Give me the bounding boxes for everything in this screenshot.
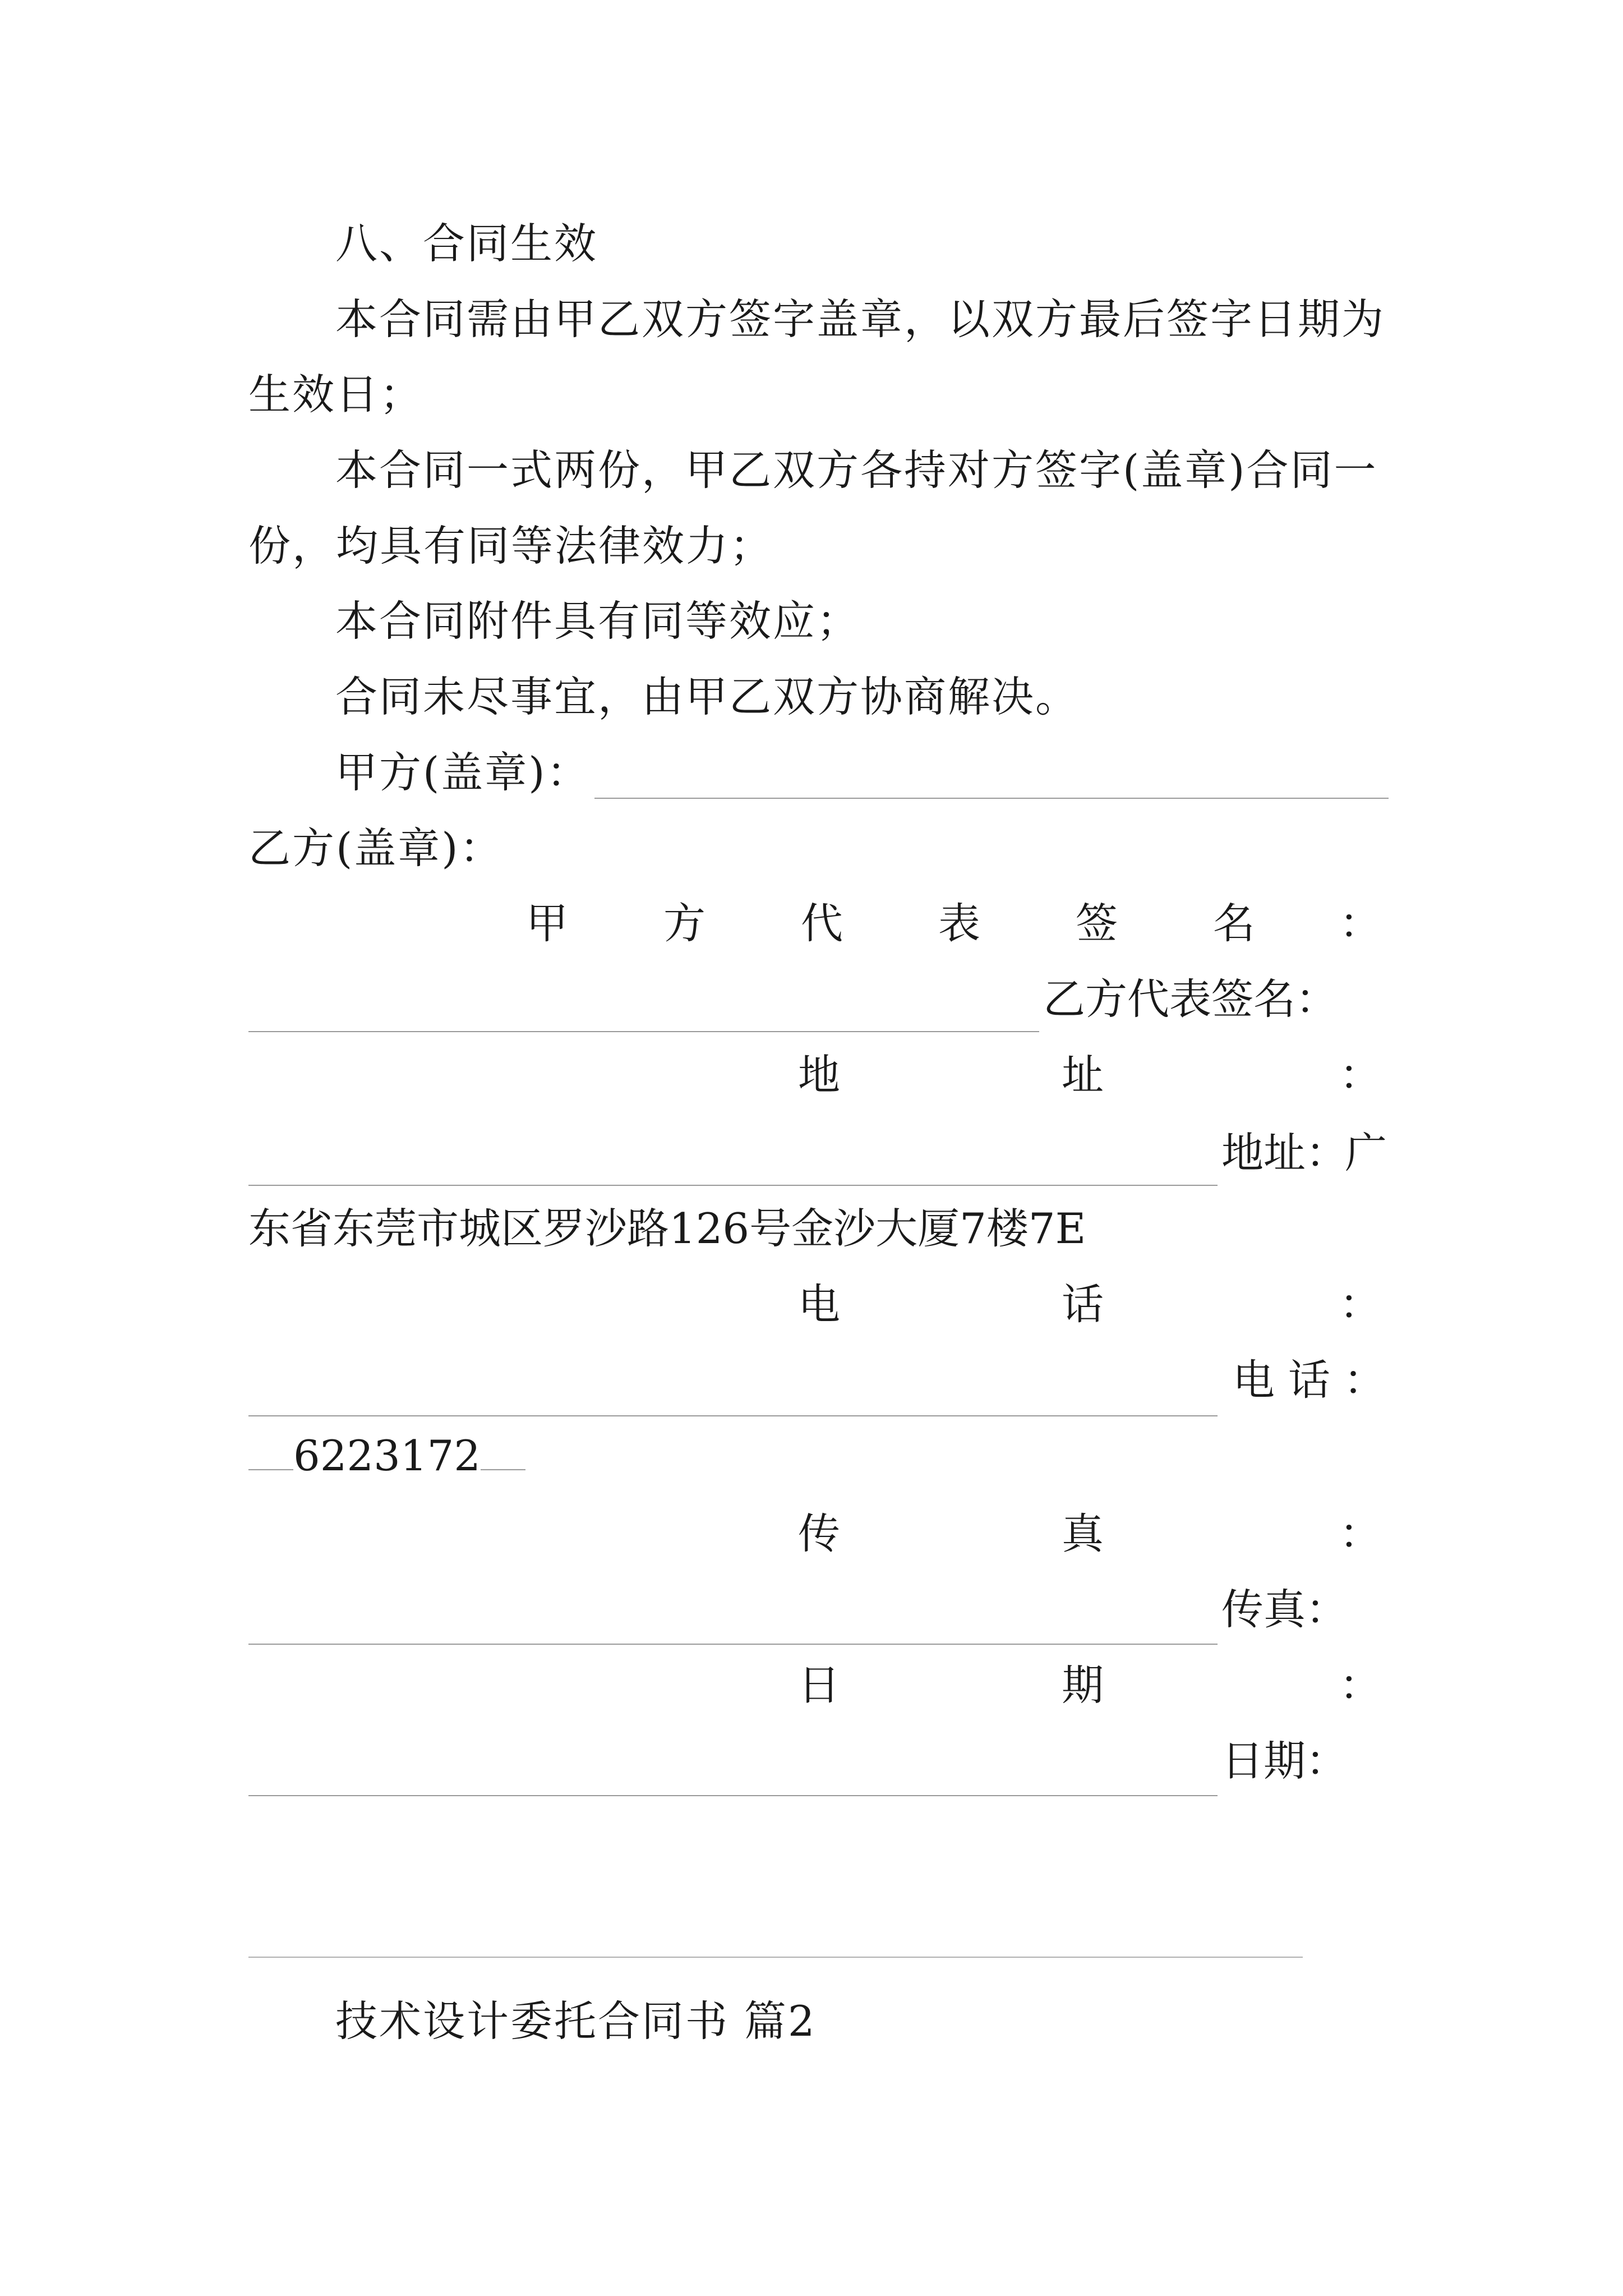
- paragraph-effective-date-line2: 生效日；: [248, 370, 424, 419]
- char: 地: [798, 1050, 841, 1099]
- paragraph-copies-line1: 本合同一式两份，甲乙双方各持对方签字(盖章)合同一: [335, 445, 1378, 495]
- party-a-address-label: [798, 1044, 1104, 1106]
- char: 传: [798, 1509, 841, 1558]
- party-b-rep-label: 乙方代表签名：: [1043, 974, 1338, 1024]
- party-b-address-value-start: 广: [1345, 1128, 1387, 1177]
- party-b-phone-value: [248, 1425, 525, 1487]
- party-b-address-label: 地址：: [1221, 1128, 1348, 1177]
- next-section-title: 技术设计委托合同书 篇2: [335, 1996, 817, 2046]
- char: 真: [1061, 1509, 1104, 1558]
- party-a-fax-colon: ：: [1339, 1509, 1382, 1558]
- party-b-fax-label: 传真：: [1221, 1585, 1348, 1634]
- paragraph-unresolved-matters: 合同未尽事宜，由甲乙双方协商解决。: [335, 672, 1080, 721]
- char: 电: [798, 1280, 841, 1329]
- underline-trail: [481, 1469, 525, 1470]
- party-a-date-label: [798, 1654, 1104, 1716]
- section-divider: [248, 1957, 1303, 1958]
- char: 话: [1061, 1280, 1104, 1329]
- party-a-seal-blank: [594, 798, 1389, 799]
- party-a-rep-label: [526, 892, 1255, 954]
- paragraph-effective-date-line1: 本合同需由甲乙双方签字盖章，以双方最后签字日期为: [335, 295, 1386, 344]
- party-b-address-value: 东省东莞市城区罗沙路126号金沙大厦7楼7E: [248, 1204, 1086, 1253]
- char: 代: [800, 899, 843, 948]
- char: 甲: [526, 899, 569, 948]
- paragraph-copies-line2: 份，均具有同等法律效力；: [248, 521, 774, 570]
- party-a-phone-blank: [248, 1415, 1218, 1416]
- party-a-phone-label: [798, 1273, 1104, 1335]
- char: 表: [938, 899, 980, 948]
- char: 址: [1061, 1050, 1104, 1099]
- char: 日: [798, 1660, 841, 1710]
- party-a-fax-blank: [248, 1644, 1218, 1645]
- char: 期: [1061, 1660, 1104, 1710]
- char: 签: [1075, 899, 1118, 948]
- section-heading: 八、合同生效: [335, 219, 598, 268]
- party-a-address-blank: [248, 1185, 1218, 1186]
- party-a-date-colon: ：: [1339, 1660, 1382, 1710]
- party-a-phone-colon: ：: [1339, 1280, 1382, 1329]
- party-a-rep-colon: ：: [1339, 899, 1382, 948]
- party-b-seal-label: 乙方(盖章)：: [248, 823, 504, 873]
- party-a-rep-blank: [248, 1031, 1039, 1032]
- party-b-phone-number: 6223172: [293, 1431, 481, 1480]
- party-b-date-label: 日期：: [1221, 1736, 1348, 1786]
- char: 名: [1212, 899, 1255, 948]
- party-a-date-blank: [248, 1795, 1218, 1796]
- paragraph-attachments: 本合同附件具有同等效应；: [335, 596, 861, 646]
- party-a-address-colon: ：: [1339, 1050, 1382, 1099]
- party-a-fax-label: [798, 1503, 1104, 1565]
- underline-lead: [248, 1469, 293, 1470]
- char: 方: [663, 899, 706, 948]
- party-a-seal-label: 甲方(盖章)：: [335, 748, 591, 797]
- party-b-phone-label: 电 话 ：: [1233, 1355, 1386, 1405]
